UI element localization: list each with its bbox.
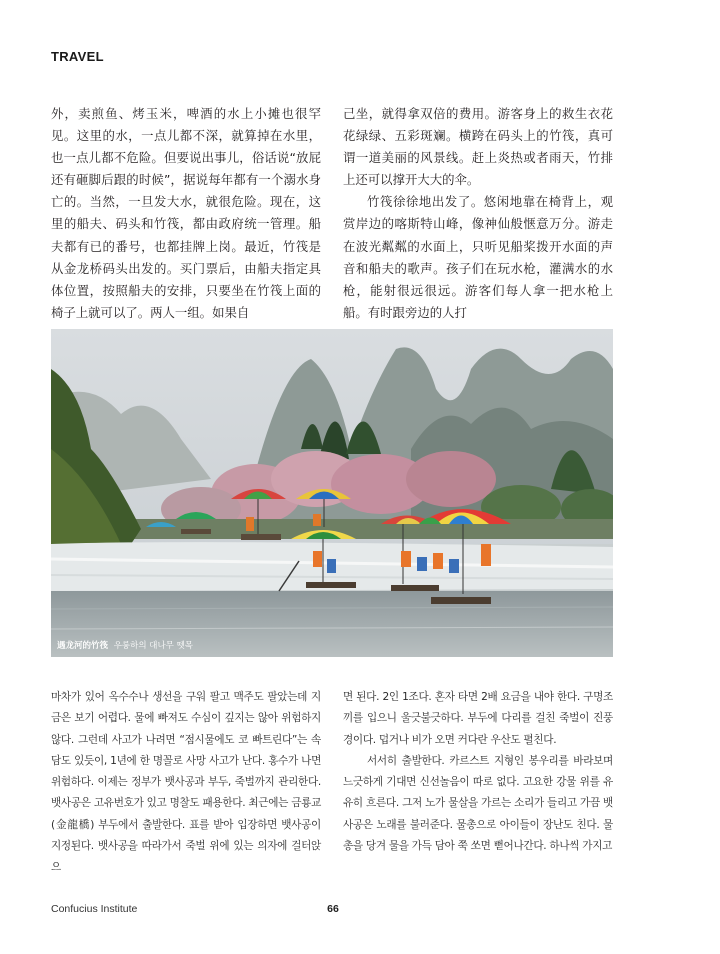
zh-column-right: [343, 103, 613, 324]
caption-korean: 우룽하의 대나무 뗏목: [113, 641, 194, 651]
section-label: TRAVEL: [51, 49, 104, 64]
river-rafting-photo: [51, 329, 613, 657]
publication-name: Confucius Institute: [51, 903, 138, 915]
zh-paragraph: 竹筏徐徐地出发了。悠闲地靠在椅背上，观赏岸边的喀斯特山峰，像神仙般惬意万分。游走在波光粼粼的水面上，只听见船桨拨开水面的声音和船夫的歌声。孩子们在玩水枪，灌满水的水枪，能射很远很远。游客们每人拿一把水枪上船。有时跟旁边的人打: [343, 194, 613, 320]
photo-caption: [57, 639, 193, 651]
ko-paragraph: 서서히 출발한다. 카르스트 지형인 봉우리를 바라보며 느긋하게 기대면 신선놀음이 따로 없다. 고요한 강물 위를 유유히 흐른다. 그저 노가 물살을 가르는 소리가 들리고 가끔 뱃사공은 노래를 불러준다. 물총으로 아이들이 장난도 친다. 물총을 당겨 물을 가득 담아 쭉 쏘면 뻗어나간다. 하나씩 가지고: [343, 754, 613, 853]
ko-column-left: 마차가 있어 옥수수나 생선을 구워 팔고 맥주도 팔았는데 지금은 보기 어렵다. 물에 빠져도 수심이 깊지는 않아 위험하지 않다. 그런데 사고가 나려면 “점시물에도 코 빠트린다”는 속담도 있듯이, 1년에 한 명꼴로 사망 사고가 난다. 홍수가 나면 위험하다. 이제는 정부가 뱃사공과 부두, 죽벌까지 관리한다. 뱃사공은 고유번호가 있고 명찰도 패용한다. 최근에는 금룡교(金龍橋) 부두에서 출발한다. 표를 받아 입장하면 뱃사공이 지정된다. 뱃사공을 따라가서 죽벌 위에 있는 의자에 걸터앉으: [51, 691, 321, 874]
photo-illustration: [51, 329, 613, 657]
caption-chinese: 遇龙河的竹筏: [57, 641, 109, 651]
page-number: 66: [327, 903, 339, 915]
zh-column-left: 外，卖煎鱼、烤玉米，啤酒的水上小摊也很罕见。这里的水，一点儿都不深，就算掉在水里，也一点儿都不危险。但要说出事儿，俗话说“放屁还有砸脚后跟的时候”，据说每年都有一个溺水身亡的。当然，一旦发大水，就很危险。现在，这里的船夫、码头和竹筏，都由政府统一管理。船夫都有已的番号，也都挂牌上岗。最近，竹筏是从金龙桥码头出发的。买门票后，由船夫指定具体位置，按照船夫的安排，只要坐在竹筏上面的椅子上就可以了。两人一组。如果自: [51, 106, 321, 320]
zh-paragraph: 己坐，就得拿双倍的费用。游客身上的救生衣花花绿绿、五彩斑斓。横跨在码头上的竹筏，真可谓一道美丽的风景线。赶上炎热或者雨天，竹排上还可以撑开大大的伞。: [343, 106, 613, 188]
ko-paragraph: 면 된다. 2인 1조다. 혼자 타면 2배 요금을 내야 한다. 구명조끼를 입으니 울긋불긋하다. 부두에 다리를 걸친 죽벌이 진풍경이다. 덥거나 비가 오면 커다란 우산도 펼친다.: [343, 691, 613, 746]
ko-column-right: [343, 687, 613, 857]
